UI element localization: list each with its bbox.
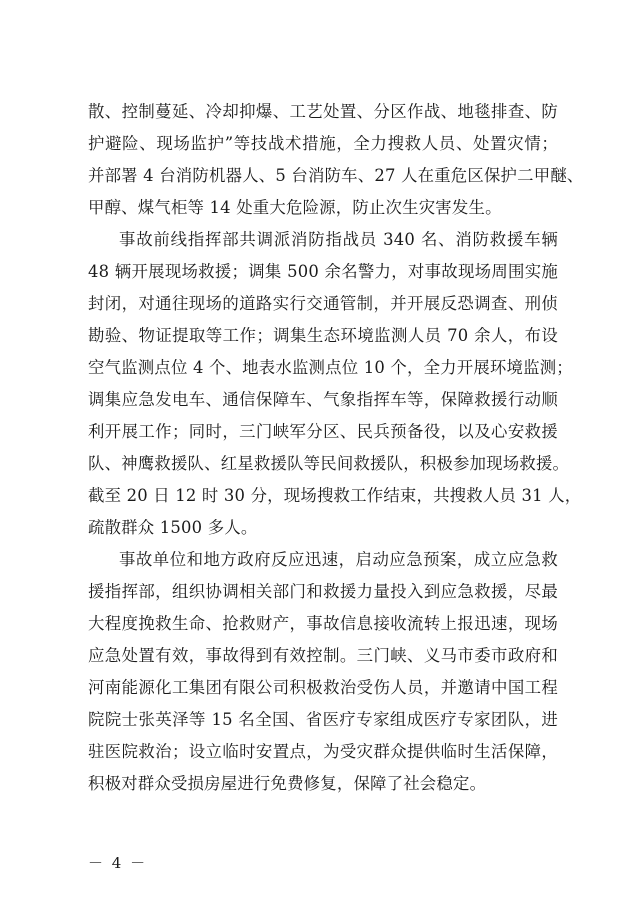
text-line: 勘验、物证提取等工作；调集生态环境监测人员 70 余人，布设: [88, 326, 558, 345]
text-line: 截至 20 日 12 时 30 分，现场搜救工作结束，共搜救人员 31 人，: [88, 486, 582, 505]
text-line: 事故单位和地方政府反应迅速，启动应急预案，成立应急救: [119, 550, 558, 569]
text-line: 河南能源化工集团有限公司积极救治受伤人员，并邀请中国工程: [88, 678, 558, 697]
text-line: 散、控制蔓延、冷却抑爆、工艺处置、分区作战、地毯排查、防: [88, 102, 558, 121]
text-line: 并部署 4 台消防机器人、5 台消防车、27 人在重危区保护二甲醚、: [88, 166, 584, 185]
text-line: 封闭，对通往现场的道路实行交通管制，并开展反恐调查、刑侦: [88, 294, 558, 313]
text-line: 事故前线指挥部共调派消防指战员 340 名、消防救援车辆: [119, 230, 558, 249]
text-line: 疏散群众 1500 多人。: [88, 518, 258, 537]
text-line: 援指挥部，组织协调相关部门和救援力量投入到应急救援，尽最: [88, 582, 558, 601]
text-line: 48 辆开展现场救援；调集 500 余名警力，对事故现场周围实施: [88, 262, 558, 281]
text-line: 甲醇、煤气柜等 14 处重大危险源，防止次生灾害发生。: [88, 198, 502, 217]
page-number: － 4 －: [88, 854, 148, 872]
text-line: 积极对群众受损房屋进行免费修复，保障了社会稳定。: [88, 774, 487, 793]
text-line: 利开展工作；同时，三门峡军分区、民兵预备役，以及心安救援: [88, 422, 558, 441]
text-line: 大程度挽救生命、抢救财产，事故信息接收流转上报迅速，现场: [88, 614, 558, 633]
text-line: 队、神鹰救援队、红星救援队等民间救援队，积极参加现场救援。: [88, 454, 570, 473]
text-line: 护避险、现场监护”等技战术措施，全力搜救人员、处置灾情；: [88, 134, 558, 153]
text-line: 应急处置有效，事故得到有效控制。三门峡、义马市委市政府和: [88, 646, 558, 665]
text-line: 空气监测点位 4 个、地表水监测点位 10 个，全力开展环境监测；: [88, 358, 573, 377]
text-line: 院院士张英泽等 15 名全国、省医疗专家组成医疗专家团队，进: [88, 710, 558, 729]
text-line: 调集应急发电车、通信保障车、气象指挥车等，保障救援行动顺: [88, 390, 558, 409]
text-line: 驻医院救治；设立临时安置点，为受灾群众提供临时生活保障，: [88, 742, 558, 761]
